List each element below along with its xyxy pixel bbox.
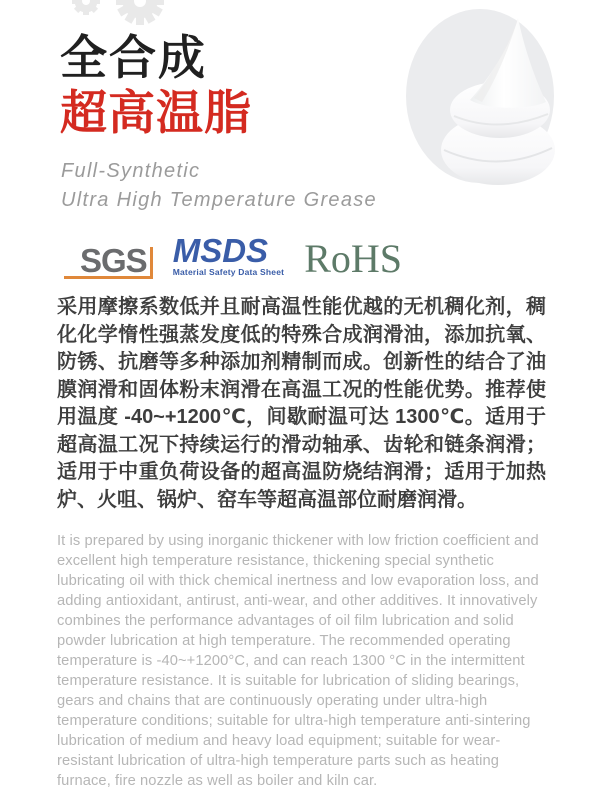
description-en: It is prepared by using inorganic thickener with low friction coefficient and excellent high temperature resistance, thickening special synthetic lubricating oil with thick chemical inertness and low evaporation loss, and adding antioxidant, antirust, anti-wear, and other additives. It innovatively combines the performance advantages of oil film lubrication and solid powder lubrication at high temperature. The recommended operating temperature is -40~+1200°C, and can reach 1300 °C in the intermittent temperature resistance. It is suitable for lubrication of sliding bearings, gears and chains that are continuously operating under ultra-high temperature conditions; suitable for ultra-high temperature anti-sintering lubrication of medium and heavy load equipment; suitable for wear-resistant lubrication of ultra-high temperature parts such as heating furnace, fire nozzle as well as boiler and kiln car.	[57, 533, 539, 789]
cert-badge-msds	[172, 232, 285, 279]
description-zh: 采用摩擦系数低并且耐高温性能优越的无机稠化剂，稠化化学惰性强蒸发度低的特殊合成润滑油，添加抗氧、防锈、抗磨等多种添加剂精制而成。创新性的结合了油膜润滑和固体粉末润滑在高温工况的性能优势。推荐使用温度 -40~+1200℃，间歇耐温可达 1300℃。适用于超高温工况下持续运行的滑动轴承、齿轮和链条润滑；适用于中重负荷设备的超高温防烧结润滑；适用于加热炉、火咀、锅炉、窑车等超高温部位耐磨润滑。	[57, 296, 546, 511]
certification-badges	[64, 232, 403, 282]
title-zh-line2: 超高温脂	[60, 86, 252, 139]
subtitle-en	[61, 157, 377, 215]
msds-label: MSDS	[172, 232, 269, 269]
subtitle-line2: Ultra High Temperature Grease	[61, 189, 377, 211]
gear-icon-small	[72, 0, 100, 15]
gear-icon	[64, 0, 174, 30]
cert-badge-sgs	[64, 242, 153, 280]
gear-icon-large	[116, 0, 164, 25]
title-zh-line1: 全合成	[60, 31, 207, 84]
rohs-label: RoHS	[304, 236, 403, 282]
subtitle-line1: Full-Synthetic	[61, 160, 201, 182]
msds-caption: Material Safety Data Sheet	[172, 267, 285, 278]
sgs-label: SGS	[80, 242, 147, 280]
cert-badge-rohs	[304, 236, 403, 282]
page-title	[60, 30, 252, 140]
product-photo	[378, 0, 588, 200]
